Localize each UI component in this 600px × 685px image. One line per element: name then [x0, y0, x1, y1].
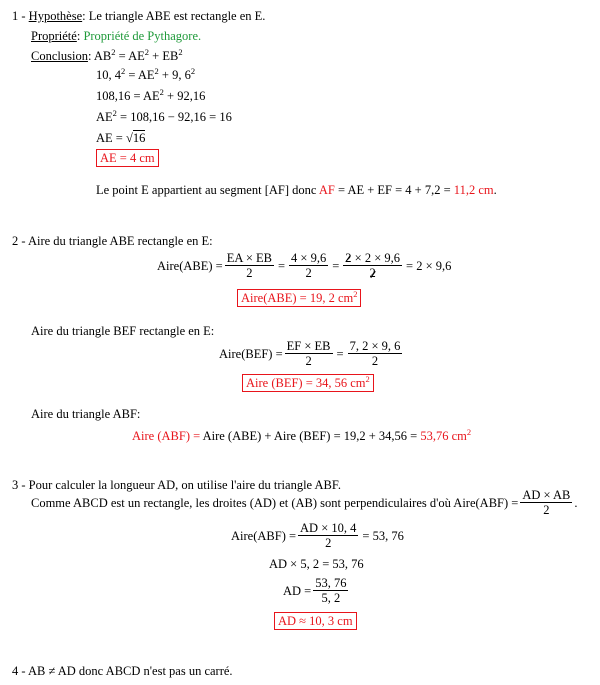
- section-number: 1 -: [12, 9, 29, 23]
- section-2-bef-title: Aire du triangle BEF rectangle en E:: [31, 324, 215, 338]
- ad-product-equation: AD × 5, 2 = 53, 76: [269, 557, 364, 571]
- fraction: $\frac{EA \times EB}{2}$: [226, 251, 272, 281]
- area-abf-sum: Aire (ABF) = Aire (ABE) + Aire (BEF) = 19,2 + 34,56 = 53,76 $cm^2$: [132, 427, 472, 443]
- section-4-text: 4 - AB ≠ AD donc ABCD n'est pas un carré.: [12, 664, 233, 678]
- eq-line-3: $108,16 = AE^2 + 92,16$: [96, 87, 206, 103]
- eq-line-4: $AE^2 = 108,16 - 92,16 = 16$: [96, 108, 232, 124]
- eq-line-5: AE = √16: [96, 131, 146, 145]
- fraction: $\frac{AD \times AB}{2}$: [522, 488, 571, 518]
- fraction: $\frac{EF \times EB}{2}$: [286, 339, 331, 369]
- result-area-bef: Aire (BEF) = 34, 56 $cm^2$: [242, 376, 374, 390]
- property-text: Propriété de Pythagore.: [83, 29, 202, 43]
- conclusion-label: Conclusion: [31, 49, 88, 63]
- hypothesis-label: Hypothèse: [28, 9, 83, 23]
- area-abf-equation: Aire(ABF) = $\frac{AD \times 10, 4}{2}$ = 53, 76: [231, 521, 404, 551]
- fraction: $\frac{7, 2 \times 9, 6}{2}$: [349, 339, 401, 369]
- eq-line-1: AB: [93, 49, 112, 63]
- section-3-title: 3 - Pour calculer la longueur AD, on utilise l'aire du triangle ABF.: [12, 478, 341, 492]
- section-1-property: Propriété: Propriété de Pythagore.: [31, 29, 202, 43]
- section-2-title: 2 - Aire du triangle ABE rectangle en E:: [12, 234, 213, 248]
- area-abe-equation: Aire(ABE) = $\frac{EA \times EB}{2}$ = $\frac{4 \times 9,6}{2}$ = $\frac{2 \times 2 \times 9,6}{2}$ = 2 × 9,6: [157, 251, 452, 281]
- section-2-abf-title: Aire du triangle ABF:: [31, 407, 141, 421]
- fraction-cancelled: $\frac{2 \times 2 \times 9,6}{2}$: [345, 251, 401, 281]
- section-1-conclusion: Conclusion: $AB^2 = AE^2 + EB^2$: [31, 47, 183, 63]
- result-ae: AE = 4 cm: [96, 151, 159, 165]
- section-3-rectangle-line: Comme ABCD est un rectangle, les droites (AD) et (AB) sont perpendiculaires d'où Aire(ABF) = $\frac{AD \times AB}{2}$ .: [31, 488, 578, 518]
- result-area-abe: Aire(ABE) = 19, 2 $cm^2$: [237, 291, 361, 305]
- fraction: $\frac{4 \times 9,6}{2}$: [291, 251, 327, 281]
- property-label: Propriété: [31, 29, 77, 43]
- eq-line-2: 10, $4^2 = AE^2 + 9$, $6^2$: [96, 66, 196, 82]
- result-ad: AD ≈ 10, 3 cm: [274, 614, 357, 628]
- fraction: $\frac{53, 76}{5, 2}$: [315, 576, 347, 606]
- fraction: $\frac{AD \times 10, 4}{2}$: [300, 521, 357, 551]
- area-bef-equation: Aire(BEF) = $\frac{EF \times EB}{2}$ = $\frac{7, 2 \times 9, 6}{2}$: [219, 339, 401, 369]
- hypothesis-text: : Le triangle ABE est rectangle en E.: [82, 9, 266, 23]
- section-1-hypothesis: [12, 9, 265, 23]
- sqrt-symbol: √: [125, 131, 133, 145]
- ad-division-equation: AD = $\frac{53, 76}{5, 2}$: [283, 576, 347, 606]
- sentence-af: Le point E appartient au segment [AF] donc AF = AE + EF = 4 + 7,2 = 11,2 cm.: [96, 183, 497, 197]
